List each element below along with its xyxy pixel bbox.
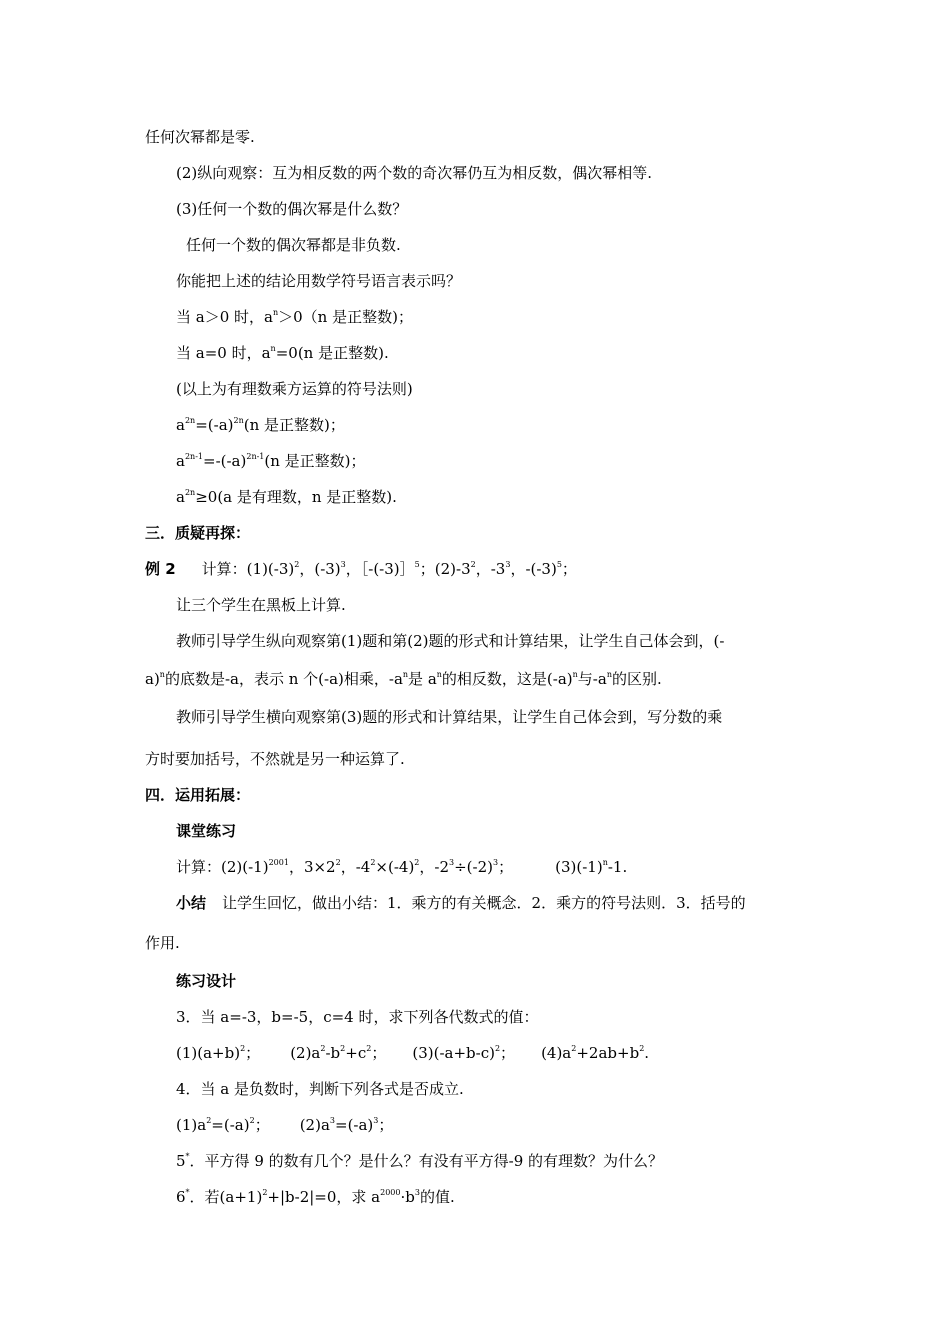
text-span: +2ab+b <box>576 1044 640 1062</box>
superscript: 3 <box>414 1188 420 1197</box>
text-span: 让三个学生在黑板上计算. <box>176 596 346 614</box>
text-span: 作用. <box>145 934 180 952</box>
text-span: =(-a) <box>195 416 234 434</box>
text-span: +c <box>345 1044 367 1062</box>
text-span: 任何一个数的偶次幂都是非负数. <box>186 236 401 254</box>
text-span: ； <box>378 1116 394 1134</box>
text-span: (2)纵向观察：互为相反数的两个数的奇次幂仍互为相反数，偶次幂相等. <box>176 164 653 182</box>
text-span: a <box>176 488 185 506</box>
text-line <box>145 933 860 953</box>
subheading <box>176 971 860 991</box>
text-span: -1. <box>607 858 628 876</box>
text-span: 四．运用拓展： <box>145 786 251 804</box>
formula-line <box>145 669 860 689</box>
text-span: (n 是正整数)； <box>243 416 345 434</box>
superscript: 2 <box>206 1116 212 1125</box>
formula-line <box>176 343 860 363</box>
section-heading <box>145 523 860 543</box>
text-line <box>176 199 860 219</box>
superscript: 2000 <box>380 1188 401 1197</box>
superscript: 2n-1 <box>184 452 203 461</box>
text-span: 教师引导学生横向观察第(3)题的形式和计算结果，让学生自己体会到，写分数的乘 <box>176 708 723 726</box>
superscript: 3 <box>373 1116 379 1125</box>
text-span: (n 是正整数)； <box>264 452 366 470</box>
superscript: 3 <box>493 858 499 867</box>
text-line <box>176 163 860 183</box>
superscript: n <box>270 344 276 353</box>
summary-label: 小结 <box>176 894 207 912</box>
text-line <box>176 271 860 291</box>
superscript: n <box>572 670 578 679</box>
text-span: 的底数是-a，表示 n 个(-a)相乘，-a <box>164 670 403 688</box>
superscript: 2 <box>294 560 300 569</box>
text-span: (1)(a+b) <box>176 1044 241 1062</box>
text-line <box>176 707 860 727</box>
text-span: ；(2)-3 <box>419 560 471 578</box>
text-span: 计算：(2)(-1) <box>176 858 269 876</box>
text-line <box>145 127 860 147</box>
text-span: ÷(-2) <box>454 858 493 876</box>
exercise-line <box>176 857 860 877</box>
exercise-line <box>176 1115 860 1135</box>
section-heading <box>145 785 860 805</box>
superscript: n <box>436 670 442 679</box>
formula-line <box>176 487 860 507</box>
text-span: ，［-(-3)］ <box>345 560 415 578</box>
text-span: 6 <box>176 1188 186 1206</box>
superscript: 2 <box>335 858 341 867</box>
text-line <box>176 631 860 651</box>
text-span: ，3×2 <box>288 858 336 876</box>
superscript: 5 <box>414 560 420 569</box>
text-span: ，-2 <box>419 858 450 876</box>
text-span: ，-(-3) <box>510 560 557 578</box>
text-span: . <box>644 1044 650 1062</box>
text-span: ； <box>498 858 514 876</box>
text-span: (2)a <box>290 1044 321 1062</box>
superscript: 3 <box>505 560 511 569</box>
text-span: a <box>176 416 185 434</box>
text-span: =-(-a) <box>203 452 247 470</box>
text-span: a <box>176 452 185 470</box>
superscript: 2n-1 <box>246 452 265 461</box>
exercise-line <box>176 1151 860 1171</box>
text-span: 让学生回忆，做出小结：1．乘方的有关概念．2．乘方的符号法则．3．括号的 <box>222 894 746 912</box>
superscript: 2 <box>320 1044 326 1053</box>
superscript: 2 <box>262 1188 268 1197</box>
text-span: ； <box>561 560 577 578</box>
text-span: +|b-2|=0，求 a <box>267 1188 381 1206</box>
superscript: 2n <box>233 416 244 425</box>
superscript: 3 <box>449 858 455 867</box>
superscript: 2 <box>370 858 376 867</box>
superscript: 2 <box>470 560 476 569</box>
exercise-line <box>176 1043 860 1063</box>
text-span: (4)a <box>541 1044 572 1062</box>
superscript: 2001 <box>268 858 289 867</box>
text-span: 你能把上述的结论用数学符号语言表示吗？ <box>176 272 462 290</box>
text-line <box>176 379 860 399</box>
formula-line <box>176 307 860 327</box>
text-span: 教师引导学生纵向观察第(1)题和第(2)题的形式和计算结果，让学生自己体会到，(- <box>176 632 725 650</box>
summary-line <box>176 893 860 913</box>
text-span: 与-a <box>577 670 607 688</box>
exercise-line <box>176 1079 860 1099</box>
formula-line <box>176 451 860 471</box>
superscript: 2 <box>366 1044 372 1053</box>
text-span: 4．当 a 是负数时，判断下列各式是否成立. <box>176 1080 464 1098</box>
text-span: ，(-3) <box>299 560 341 578</box>
superscript: 2 <box>240 1044 246 1053</box>
text-span: ·b <box>400 1188 415 1206</box>
text-span: 练习设计 <box>176 972 237 990</box>
text-span: -b <box>325 1044 341 1062</box>
text-span: ＞0（n 是正整数)； <box>278 308 413 326</box>
text-span: (2)a <box>299 1116 330 1134</box>
text-span: 当 a=0 时，a <box>176 344 271 362</box>
text-span: ，-4 <box>340 858 371 876</box>
text-span: 计算：(1)(-3) <box>201 560 295 578</box>
text-span: 的值. <box>419 1188 455 1206</box>
superscript: n <box>402 670 409 679</box>
text-span: ； <box>371 1044 387 1062</box>
text-span: 的相反数，这是(-a) <box>441 670 573 688</box>
superscript: 2 <box>494 1044 501 1053</box>
text-span: 3．当 a=-3，b=-5，c=4 时，求下列各代数式的值： <box>176 1008 539 1026</box>
text-span: ≥0(a 是有理数，n 是正整数). <box>195 488 397 506</box>
superscript: 2 <box>340 1044 346 1053</box>
superscript: 2 <box>571 1044 577 1053</box>
superscript: n <box>272 308 279 317</box>
text-span: (3)任何一个数的偶次幂是什么数？ <box>176 200 408 218</box>
text-span: =0(n 是正整数). <box>275 344 389 362</box>
superscript: n <box>159 670 165 679</box>
text-span: ； <box>254 1116 270 1134</box>
text-span: (1)a <box>176 1116 207 1134</box>
text-span: (3)(-a+b-c) <box>412 1044 495 1062</box>
text-span: 任何次幂都是零. <box>145 128 255 146</box>
formula-line <box>176 415 860 435</box>
text-span: 5 <box>176 1152 186 1170</box>
text-span: 的区别. <box>611 670 662 688</box>
superscript: 5 <box>556 560 562 569</box>
superscript: 2 <box>414 858 420 867</box>
example-label: 例 2 <box>145 560 176 578</box>
text-span: a) <box>145 670 160 688</box>
text-line <box>145 749 860 769</box>
exercise-line <box>176 1187 860 1207</box>
text-span: 是 a <box>408 670 437 688</box>
superscript: n <box>606 670 612 679</box>
text-span: 方时要加括号，不然就是另一种运算了. <box>145 750 405 768</box>
superscript: 2 <box>249 1116 255 1125</box>
text-span: ．平方得 9 的数有几个？是什么？有没有平方得-9 的有理数？为什么？ <box>189 1152 664 1170</box>
text-span: 当 a＞0 时，a <box>176 308 273 326</box>
text-span: ； <box>500 1044 516 1062</box>
text-span: 三．质疑再探： <box>145 524 251 542</box>
text-line <box>176 595 860 615</box>
text-span: =(-a) <box>211 1116 250 1134</box>
text-span: ，-3 <box>475 560 506 578</box>
text-line <box>186 235 860 255</box>
subheading <box>176 821 860 841</box>
text-span: 课堂练习 <box>176 822 237 840</box>
example-line <box>145 559 860 579</box>
superscript: * <box>185 1188 190 1197</box>
superscript: n <box>602 858 608 867</box>
exercise-line <box>176 1007 860 1027</box>
superscript: 2n <box>184 488 196 497</box>
text-span: (3)(-1) <box>555 858 603 876</box>
text-span: ×(-4) <box>375 858 415 876</box>
superscript: 2n <box>184 416 196 425</box>
superscript: 3 <box>340 560 346 569</box>
superscript: * <box>185 1152 190 1161</box>
text-span: ．若(a+1) <box>189 1188 263 1206</box>
text-span: (以上为有理数乘方运算的符号法则) <box>176 380 413 398</box>
text-span: ； <box>245 1044 261 1062</box>
superscript: 2 <box>639 1044 645 1053</box>
text-span: =(-a) <box>335 1116 374 1134</box>
superscript: 3 <box>329 1116 335 1125</box>
